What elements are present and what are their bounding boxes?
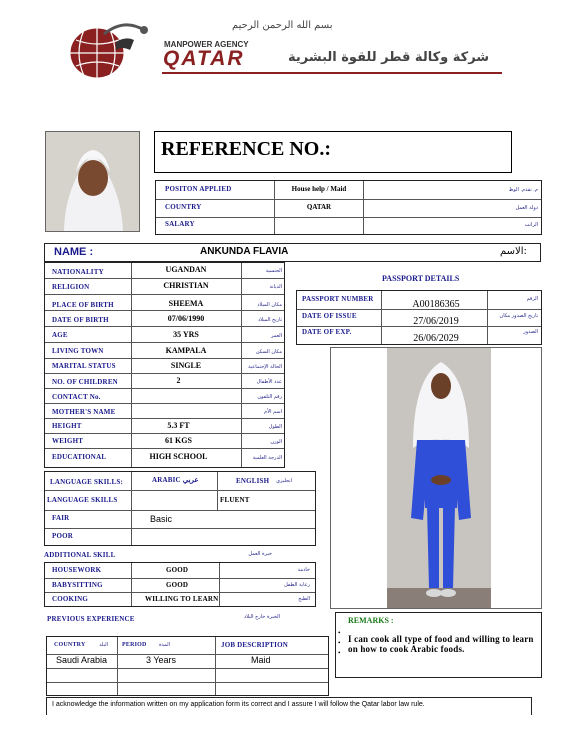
agency-name-small: MANPOWER AGENCY (164, 40, 249, 49)
portrait-figure-icon (46, 132, 140, 232)
reference-title: REFERENCE NO.: (161, 138, 332, 160)
date-of-birth-ar: تاريخ الميلاد (257, 317, 282, 323)
language-skills-value: FLUENT (220, 496, 250, 504)
height-value: 5.3 FT (167, 421, 190, 430)
date-of-exp-ar: الصدور (523, 329, 538, 335)
previous-experience-label: PREVIOUS EXPERIENCE (47, 615, 135, 623)
date-of-exp-value: 26/06/2029 (413, 333, 459, 344)
passport-title: PASSPORT DETAILS (382, 274, 460, 283)
previous-experience-ar: الخبرة خارج البلاد (243, 614, 280, 620)
mothers-name-ar: اسم الأم (264, 409, 282, 415)
living-town-label: LIVING TOWN (52, 347, 104, 355)
prev-job-value: Maid (251, 655, 271, 665)
name-value: ANKUNDA FLAVIA (200, 246, 289, 257)
agency-name-big: QATAR (163, 47, 245, 70)
prev-country-ar: البلد (99, 642, 108, 648)
date-of-issue-value: 27/06/2019 (413, 316, 459, 327)
height-ar: الطول (268, 424, 282, 430)
mothers-name-label: MOTHER'S NAME (52, 408, 116, 416)
full-body-photo (330, 347, 542, 609)
full-body-figure-icon (331, 348, 542, 609)
housework-ar: خادمة (297, 567, 310, 573)
living-town-value: KAMPALA (165, 346, 207, 355)
date-of-issue-ar: تاريخ الصدور مكان (499, 313, 538, 319)
living-town-ar: مكان السكن (255, 349, 282, 355)
additional-skill-label: ADDITIONAL SKILL (44, 551, 116, 559)
height-label: HEIGHT (52, 422, 82, 430)
place-of-birth-label: PLACE OF BIRTH (52, 301, 114, 309)
date-of-exp-label: DATE OF EXP. (302, 328, 352, 336)
weight-value: 61 KGS (165, 436, 192, 445)
children-ar: عدد الأطفال (256, 379, 282, 385)
date-of-issue-label: DATE OF ISSUE (302, 312, 357, 320)
header-underline (162, 72, 502, 74)
nationality-value: UGANDAN (165, 265, 207, 274)
agency-name-arabic: شركة وكالة قطر للقوة البشرية (288, 50, 490, 65)
marital-status-ar: الحالة الإجتماعية (248, 364, 282, 370)
education-ar: الدرجة العلمية (252, 455, 282, 461)
marital-status-label: MARITAL STATUS (52, 362, 116, 370)
language-poor-label: POOR (52, 532, 74, 540)
country-ar: دولة العمل (515, 205, 538, 211)
housework-label: HOUSEWORK (52, 566, 102, 574)
language-arabic: ARABIC عربي (152, 476, 199, 484)
language-fair-value: Basic (150, 514, 173, 524)
date-of-birth-label: DATE OF BIRTH (52, 316, 109, 324)
prev-period-ar: المدة (158, 642, 170, 648)
nationality-ar: الجنسية (265, 268, 282, 274)
age-value: 35 YRS (173, 330, 199, 339)
babysitting-ar: رعاية الطفل (284, 582, 310, 588)
country-value: QATAR (306, 203, 332, 211)
language-english-ar: انجليزي (276, 478, 292, 484)
passport-number-label: PASSPORT NUMBER (302, 295, 374, 303)
passport-number-ar: الرقم (526, 296, 538, 302)
passport-number-value: A00186365 (412, 299, 460, 310)
country-label: COUNTRY (165, 203, 202, 211)
position-applied-ar: م. تقدم. الوظ (508, 187, 538, 193)
housework-value: GOOD (166, 566, 189, 574)
language-header-label: LANGUAGE SKILLS: (50, 478, 124, 486)
cooking-label: COOKING (52, 595, 89, 603)
babysitting-value: GOOD (166, 581, 189, 589)
prev-period-value: 3 Years (146, 655, 177, 665)
language-fair-label: FAIR (52, 514, 70, 522)
prev-country-label: COUNTRY (54, 642, 86, 648)
agency-logo (64, 20, 159, 80)
remarks-text: I can cook all type of food and willing to learn on how to cook Arabic foods. (348, 634, 534, 654)
salary-ar: الراتب (524, 222, 538, 228)
children-label: NO. OF CHILDREN (52, 378, 118, 386)
age-ar: العمر (271, 333, 282, 339)
place-of-birth-ar: مكان الميلاد (257, 302, 282, 308)
religion-ar: الديانة (269, 284, 282, 290)
place-of-birth-value: SHEEMA (168, 299, 204, 308)
weight-ar: الوزن (270, 439, 282, 445)
weight-label: WEIGHT (52, 437, 84, 445)
education-value: HIGH SCHOOL (149, 452, 208, 461)
education-label: EDUCATIONAL (52, 453, 107, 461)
additional-skill-ar: خبرة العمل (248, 551, 272, 557)
remarks-label: REMARKS : (348, 616, 394, 625)
name-row (44, 243, 541, 262)
marital-status-value: SINGLE (170, 361, 202, 370)
cooking-ar: الطبخ (298, 596, 310, 602)
prev-country-value: Saudi Arabia (56, 655, 108, 665)
prev-period-label: PERIOD (122, 642, 147, 648)
contact-ar: رقم التلفون (257, 394, 282, 400)
religion-label: RELIGION (52, 283, 90, 291)
language-skills-label: LANGUAGE SKILLS (47, 496, 118, 504)
name-label: NAME : (54, 246, 94, 258)
bismillah: بسم الله الرحمن الرحيم (232, 20, 333, 31)
date-of-birth-value: 07/06/1990 (167, 314, 205, 323)
reference-box (154, 131, 512, 173)
nationality-label: NATIONALITY (52, 268, 104, 276)
prev-job-label: JOB DESCRIPTION (221, 641, 288, 649)
remarks-bullets: • • • (338, 629, 341, 657)
religion-value: CHRISTIAN (163, 281, 209, 290)
name-ar: الاسم: (500, 246, 527, 257)
salary-label: SALARY (165, 220, 195, 228)
cooking-value: WILLING TO LEARN (145, 595, 219, 603)
portrait-photo (45, 131, 140, 232)
globe-logo-icon (64, 20, 159, 80)
footer-acknowledgement: I acknowledge the information written on my application form its correct and I assure I will follow the Qatar labor law rule. (52, 701, 425, 708)
language-english: ENGLISH (236, 477, 270, 485)
position-applied-label: POSITON APPLIED (165, 185, 232, 193)
babysitting-label: BABYSITTING (52, 581, 103, 589)
children-value: 2 (176, 376, 181, 385)
position-applied-value: House help / Maid (291, 185, 347, 193)
contact-label: CONTACT No. (52, 393, 101, 401)
age-label: AGE (52, 331, 68, 339)
